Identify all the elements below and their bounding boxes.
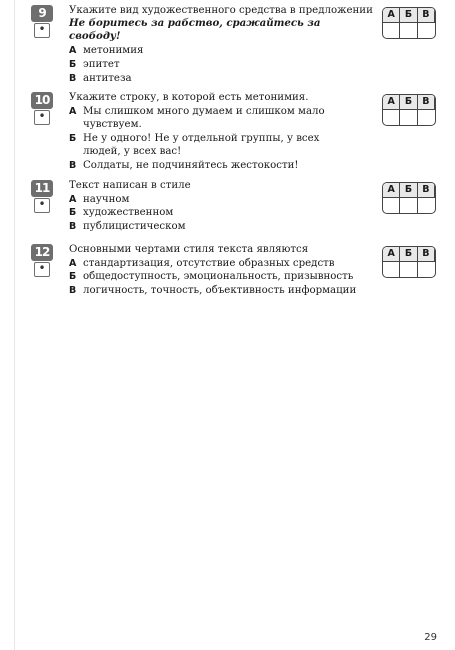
grid-header: А [383, 8, 400, 23]
option-b[interactable] [69, 132, 347, 158]
option-text: антитеза [83, 72, 132, 84]
question-10-badge [31, 92, 53, 125]
question-12 [69, 243, 379, 297]
question-stem: Текст написан в стиле [69, 180, 191, 191]
answer-cell[interactable] [383, 198, 400, 213]
answer-grid-11 [382, 182, 436, 214]
answer-cell[interactable] [383, 23, 400, 38]
option-letter: В [69, 285, 77, 297]
option-b[interactable] [69, 58, 373, 71]
grid-header: Б [400, 183, 417, 198]
grid-header: В [418, 95, 435, 110]
option-letter: Б [69, 271, 77, 283]
answer-cell[interactable] [400, 262, 417, 277]
grid-header: В [418, 247, 435, 262]
question-9 [69, 4, 373, 85]
option-letter: А [69, 105, 77, 117]
option-text: научном [83, 193, 130, 205]
option-letter: Б [69, 207, 77, 219]
answer-cell[interactable] [418, 198, 435, 213]
question-number: 10 [31, 92, 53, 109]
question-9-badge [31, 5, 53, 38]
grid-header: В [418, 183, 435, 198]
grid-header: Б [400, 8, 417, 23]
question-marker: • [34, 262, 50, 277]
page-number: 29 [424, 632, 437, 643]
option-letter: В [69, 72, 77, 84]
option-c[interactable] [69, 284, 379, 297]
option-text: эпитет [83, 58, 120, 70]
question-11-badge [31, 180, 53, 213]
answer-grid-9 [382, 7, 436, 39]
option-c[interactable] [69, 72, 373, 85]
question-number: 11 [31, 180, 53, 197]
option-c[interactable] [69, 220, 381, 233]
option-c[interactable] [69, 159, 347, 172]
answer-cell[interactable] [383, 262, 400, 277]
answer-grid-10 [382, 94, 436, 126]
page-edge [14, 0, 15, 650]
option-text: стандартизация, отсутствие образных средств [83, 257, 335, 269]
option-a[interactable] [69, 193, 381, 206]
option-a[interactable] [69, 257, 379, 270]
option-letter: Б [69, 132, 77, 144]
question-marker: • [34, 198, 50, 213]
question-11 [69, 179, 381, 233]
option-text: метонимия [83, 45, 144, 57]
stem-quote: Не боритесь за рабство, сражайтесь за свободу! [69, 17, 321, 43]
option-text: логичность, точность, объективность информации [83, 285, 357, 297]
grid-header: Б [400, 247, 417, 262]
option-letter: Б [69, 58, 77, 70]
question-12-badge [31, 244, 53, 277]
option-b[interactable] [69, 270, 379, 283]
option-letter: А [69, 257, 77, 269]
option-text: Не у одного! Не у отдельной группы, у всех людей, у всех вас! [83, 132, 320, 157]
question-number: 12 [31, 244, 53, 261]
answer-grid-12 [382, 246, 436, 278]
grid-header: В [418, 8, 435, 23]
answer-cell[interactable] [400, 198, 417, 213]
question-marker: • [34, 110, 50, 125]
grid-header: А [383, 247, 400, 262]
question-stem: Основными чертами стиля текста являются [69, 244, 309, 255]
question-marker: • [34, 23, 50, 38]
answer-cell[interactable] [400, 110, 417, 125]
option-text: Солдаты, не подчиняйтесь жестокости! [83, 159, 299, 171]
grid-header: А [383, 95, 400, 110]
option-text: общедоступность, эмоциональность, призывность [83, 271, 354, 283]
answer-cell[interactable] [400, 23, 417, 38]
question-stem: Укажите строку, в которой есть метонимия. [69, 92, 309, 103]
question-stem [69, 4, 373, 44]
option-b[interactable] [69, 206, 381, 219]
option-text: Мы слишком много думаем и слишком мало чувствуем. [83, 105, 325, 130]
stem-text: Укажите вид художественного средства в предложении [69, 5, 373, 16]
option-text: художественном [83, 207, 174, 219]
answer-cell[interactable] [418, 262, 435, 277]
option-letter: А [69, 45, 77, 57]
option-letter: В [69, 221, 77, 233]
answer-cell[interactable] [418, 23, 435, 38]
grid-header: Б [400, 95, 417, 110]
option-letter: А [69, 193, 77, 205]
option-text: публицистическом [83, 221, 186, 233]
question-10 [69, 91, 347, 172]
option-letter: В [69, 159, 77, 171]
option-a[interactable] [69, 105, 347, 131]
answer-cell[interactable] [383, 110, 400, 125]
question-number: 9 [31, 5, 53, 22]
answer-cell[interactable] [418, 110, 435, 125]
grid-header: А [383, 183, 400, 198]
option-a[interactable] [69, 44, 373, 57]
